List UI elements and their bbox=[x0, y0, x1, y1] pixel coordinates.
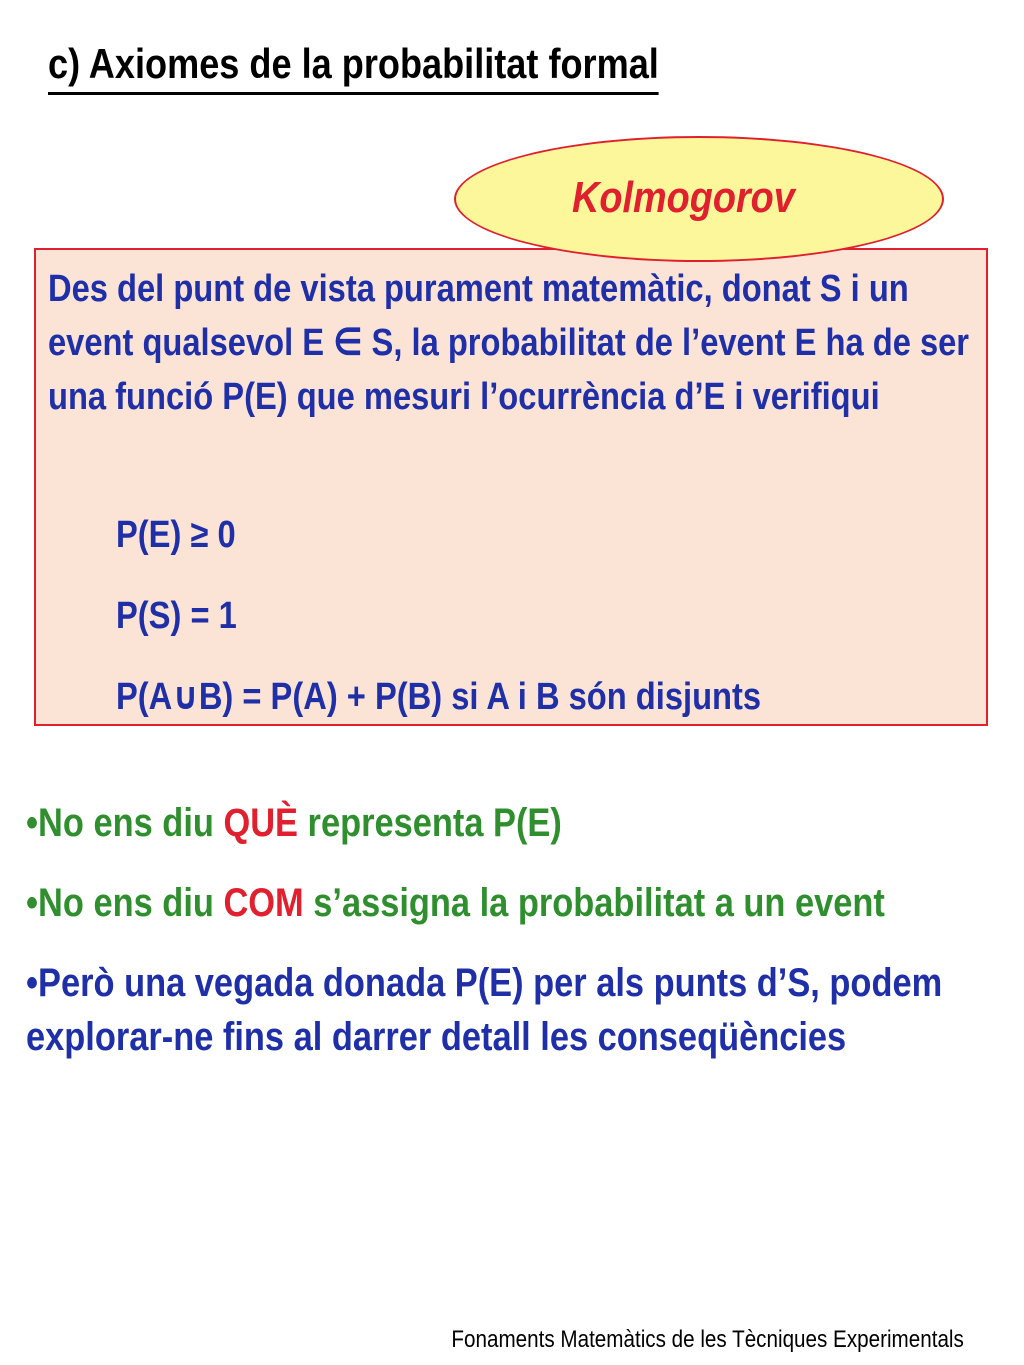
note-emphasis: QUÈ bbox=[223, 801, 299, 845]
note-text: representa P(E) bbox=[298, 801, 562, 845]
bullet: • bbox=[26, 801, 39, 845]
note-text: s’assigna la probabilitat a un event bbox=[303, 881, 885, 925]
axiom-additivity: P(A∪B) = P(A) + P(B) si A i B són disjunts bbox=[116, 676, 762, 718]
bullet: • bbox=[26, 961, 39, 1005]
note-what bbox=[26, 796, 1006, 850]
axiom-nonnegativity: P(E) ≥ 0 bbox=[116, 514, 236, 556]
note-consequences bbox=[26, 956, 1006, 1064]
notes-list bbox=[26, 796, 1006, 1090]
footer: Fonaments Matemàtics de les Tècniques Experimentals bbox=[451, 1326, 964, 1353]
note-how bbox=[26, 876, 1006, 930]
kolmogorov-label: Kolmogorov bbox=[572, 173, 795, 222]
bullet: • bbox=[26, 881, 39, 925]
axiom-normalization: P(S) = 1 bbox=[116, 595, 237, 637]
note-emphasis: COM bbox=[223, 881, 304, 925]
axiom-list bbox=[116, 508, 761, 751]
note-text: Però una vegada donada P(E) per als punts d’S, podem explorar-ne fins al darrer detall les conseqüències bbox=[26, 961, 943, 1059]
note-text: No ens diu bbox=[38, 881, 224, 925]
note-text: No ens diu bbox=[38, 801, 224, 845]
slide-title: c) Axiomes de la probabilitat formal bbox=[48, 36, 659, 95]
definition-text: Des del punt de vista purament matemàtic, donat S i un event qualsevol E ∈ S, la probabilitat de l’event E ha de ser una funció P(E) que mesuri l’ocurrència d’E i verifiqui bbox=[48, 268, 970, 418]
